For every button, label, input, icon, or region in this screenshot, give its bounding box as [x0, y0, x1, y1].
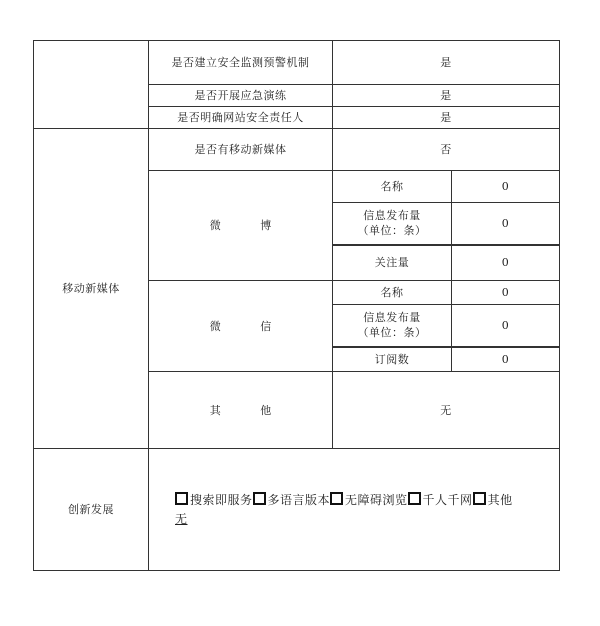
security-responsible-value: 是: [333, 107, 560, 129]
blank-section-cell: [34, 41, 149, 129]
warning-mechanism-value: 是: [333, 41, 560, 85]
wechat-posts-value: 0: [452, 305, 560, 347]
wechat-posts-label-line2: （单位：条）: [357, 326, 427, 340]
innovation-section-label: 创新发展: [34, 449, 149, 571]
checkbox-icon[interactable]: [473, 492, 486, 505]
weibo-label: 微 博: [149, 171, 333, 281]
checkbox-icon[interactable]: [253, 492, 266, 505]
weibo-posts-label-line2: （单位：条）: [357, 224, 427, 238]
weibo-posts-label-line1: 信息发布量: [363, 209, 421, 223]
weibo-name-label: 名称: [333, 171, 452, 203]
emergency-drill-value: 是: [333, 85, 560, 107]
checkbox-icon[interactable]: [175, 492, 188, 505]
weibo-followers-label: 关注量: [333, 245, 452, 281]
innovation-checkbox-row: [175, 491, 555, 510]
option-search-as-service: 搜索即服务: [190, 492, 253, 507]
option-multilingual: 多语言版本: [267, 492, 331, 507]
weibo-posts-label: [333, 203, 452, 245]
mobile-media-section-label: 移动新媒体: [34, 129, 149, 449]
weibo-posts-value: 0: [452, 203, 560, 245]
wechat-posts-label-line1: 信息发布量: [363, 311, 421, 325]
option-accessibility: 无障碍浏览: [345, 492, 408, 507]
wechat-name-label: 名称: [333, 281, 452, 305]
report-table: [33, 40, 560, 571]
checkbox-icon[interactable]: [330, 492, 343, 505]
wechat-subscribers-value: 0: [452, 347, 560, 372]
security-responsible-label: 是否明确网站安全责任人: [149, 107, 333, 129]
warning-mechanism-label: 是否建立安全监测预警机制: [149, 41, 333, 85]
other-media-label: 其 他: [149, 372, 333, 449]
weibo-followers-value: 0: [452, 245, 560, 281]
has-mobile-media-value: 否: [333, 129, 560, 171]
option-other: 其他: [487, 492, 513, 507]
weibo-name-value: 0: [452, 171, 560, 203]
innovation-options: [149, 449, 560, 571]
checkbox-icon[interactable]: [408, 492, 421, 505]
wechat-posts-label: [333, 305, 452, 347]
other-media-value: 无: [333, 372, 560, 449]
option-personalized: 千人千网: [422, 492, 473, 507]
has-mobile-media-label: 是否有移动新媒体: [149, 129, 333, 171]
wechat-name-value: 0: [452, 281, 560, 305]
wechat-subscribers-label: 订阅数: [333, 347, 452, 372]
innovation-other-text: 无: [175, 511, 188, 526]
emergency-drill-label: 是否开展应急演练: [149, 85, 333, 107]
wechat-label: 微 信: [149, 281, 333, 372]
